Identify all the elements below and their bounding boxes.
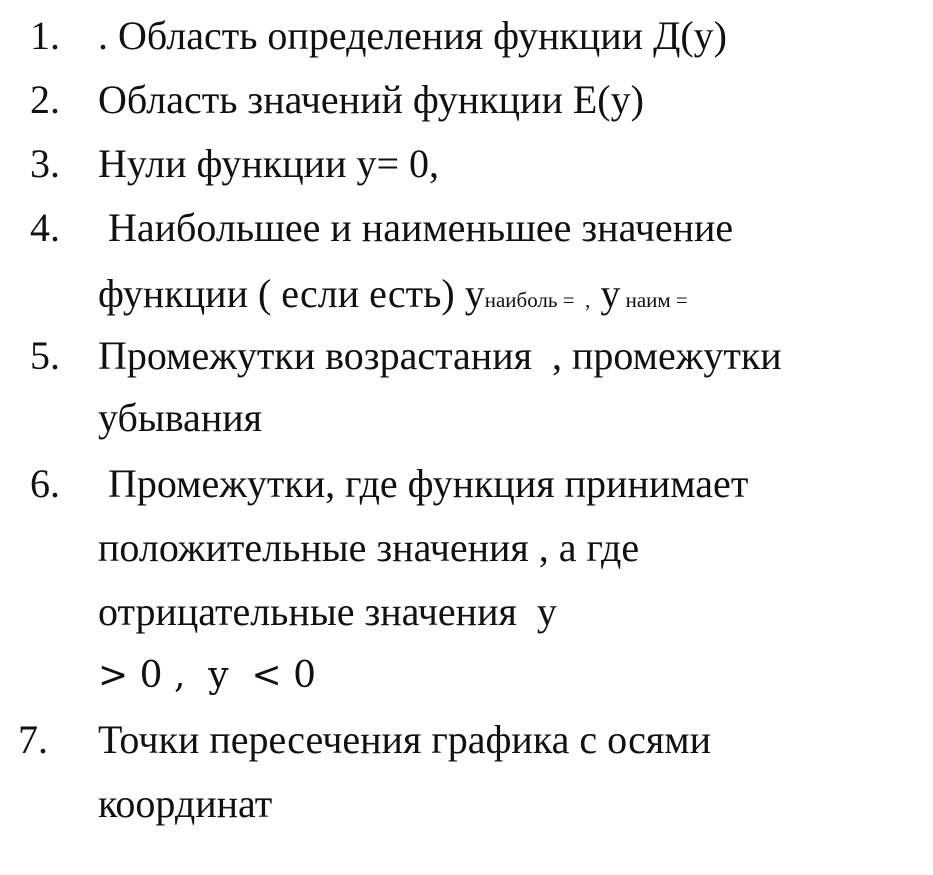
item-number: 6. (30, 461, 60, 506)
item-number: 4. (30, 205, 60, 250)
item-text-line-2: убывания (98, 395, 263, 440)
max-min-prefix: функции ( если есть) у (98, 271, 485, 316)
item-text-line-2 (98, 262, 688, 332)
inequality-formula: > 0 , y < 0 (98, 655, 317, 696)
item-number: 3. (30, 141, 60, 186)
item-text-line-1: Промежутки возрастания , промежутки (98, 333, 782, 378)
max-subscript: наиболь = , (484, 288, 591, 312)
min-subscript: наим = (620, 288, 688, 312)
item-number: 7. (18, 717, 48, 762)
item-text-line-2: положительные значения , а где (98, 525, 640, 570)
item-text-line-2: координат (98, 781, 273, 826)
item-text-line-3: отрицательные значения у (98, 589, 557, 634)
item-text: Область значений функции Е(у) (98, 77, 644, 122)
item-text: Нули функции у= 0, (98, 141, 440, 186)
item-text: . Область определения функции Д(у) (98, 13, 728, 58)
item-number: 5. (30, 333, 60, 378)
item-number: 1. (30, 13, 60, 58)
item-text-line-1: Наибольшее и наименьшее значение (98, 205, 734, 250)
item-number: 2. (30, 77, 60, 122)
item-text-line-1: Промежутки, где функция принимает (98, 461, 749, 506)
y-symbol: у (590, 271, 621, 316)
item-text-line-1: Точки пересечения графика с осями (98, 717, 712, 762)
